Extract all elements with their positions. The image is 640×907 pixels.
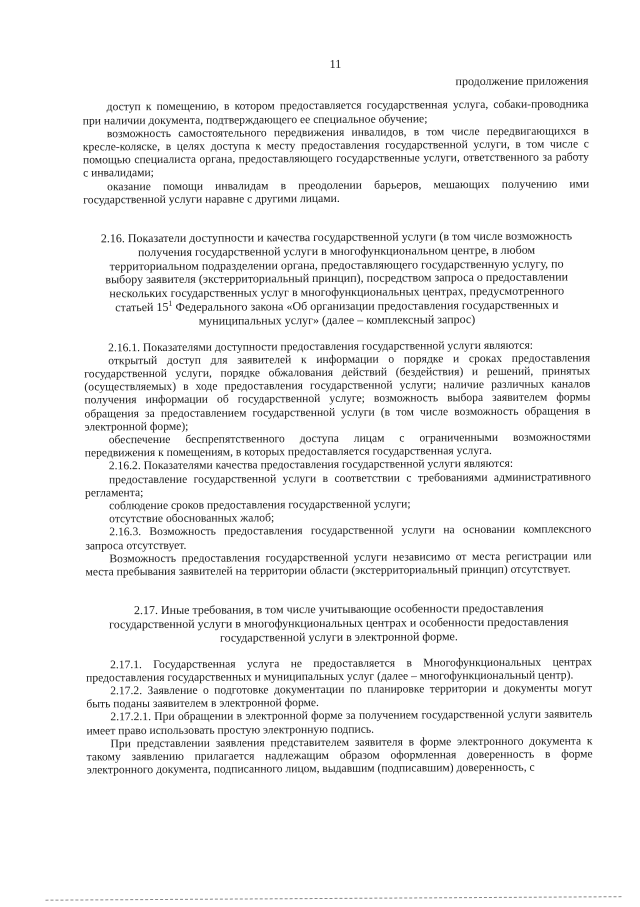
section-2-16-body	[84, 338, 591, 579]
paragraph: 2.16.3. Возможность предоставления государственной услуги на основании комплексного запроса отсутствует.	[85, 522, 592, 553]
page-number: 11	[329, 56, 342, 71]
continuation-label: продолжение приложения	[455, 73, 589, 89]
paragraph: оказание помощи инвалидам в преодолении барьеров, мешающих получению ими государственной услуги наравне с другими лицами.	[83, 176, 590, 207]
paragraph: При представлении заявления представителем заявителя в форме электронного документа к такому заявлению прилагается надлежащим образом оформленная доверенность в форме электронного документа, подписанного лицом, выдавшим (подписавшим) доверенность, с	[86, 734, 593, 777]
paragraph: 2.16.2. Показателями качества предоставления государственной услуги являются:	[108, 457, 514, 473]
paragraph: Возможность предоставления государственной услуги независимо от места регистрации или места пребывания заявителей на территории области (экстерриториальный принцип) отсутствует.	[85, 549, 592, 579]
heading-superscript: 1	[168, 298, 173, 308]
paragraph: возможность самостоятельного передвижения инвалидов, в том числе передвигающихся в кресле-коляске, в целях доступа к месту предоставления государственной услуги, в том числе с помощью специалиста органа, предоставляющего государственные услуги, ответственного за работу с инвалидами;	[82, 124, 590, 180]
paragraph: 2.17.1. Государственная услуга не предоставляется в Многофункциональных центрах предоставления государственных и муниципальных услуг (далее – многофункциональный центр).	[86, 655, 593, 685]
section-heading-2-16	[99, 229, 574, 328]
intro-block	[83, 98, 590, 207]
paragraph: открытый доступ для заявителей к информации о порядке и сроках предоставления государственной услуги, порядке обжалования действий (бездействия) и решений, принятых (осуществляемых) в ходе предоставления государственной услуги; наличие различных каналов получения информации об государственной услуге; возможность выбора заявителем формы обращения за предоставлением государственной услуги (в том числе возможность обращения в электронной форме);	[84, 351, 591, 434]
heading-text: Федерального закона «Об организации предоставления государственных и муниципальных услуг» (далее – комплексный запрос)	[172, 297, 559, 328]
heading-text: 2.16. Показатели доступности и качества государственной услуги (в том числе возможность получения государственной услуги в многофункциональном центре, в любом территориальном подразделении органа, предоставляющего государственную услугу, по выбору заявителя (экстерриториальный принцип), посредством запроса о предоставлении нескольких государственных услуг в многофункциональных центрах, предусмотренного статьей 15	[100, 228, 573, 315]
paragraph: соблюдение сроков предоставления государственной услуги;	[109, 497, 411, 513]
paragraph: 2.17.2.1. При обращении в электронной форме за получением государственной услуги заявитель имеет право использовать простую электронную подпись.	[86, 707, 593, 738]
paragraph: отсутствие обоснованных жалоб;	[109, 511, 275, 526]
paragraph: 2.17.2. Заявление о подготовке документации по планировке территории и документы могут быть поданы заявителем в электронной форме.	[86, 681, 593, 711]
page-bottom-edge	[45, 896, 621, 901]
paragraph: предоставление государственной услуги в соответствии с требованиями административного регламента;	[84, 469, 591, 500]
paragraph: доступ к помещению, в котором предоставляется государственная услуга, собаки-проводника при наличии документа, подтверждающего ее специальное обучение;	[82, 97, 589, 128]
paragraph: 2.16.1. Показателями доступности предоставления государственной услуги являются:	[108, 338, 534, 354]
section-heading-2-17: 2.17. Иные требования, в том числе учитывающие особенности предоставления государственной услуги в многофункциональных центрах и особенности предоставления государственной услуги в электронной форме.	[109, 600, 569, 645]
section-2-17-body	[86, 655, 593, 777]
paragraph: обеспечение беспрепятственного доступа лицам с ограниченными возможностями передвижения к помещениям, в которых предоставляется государственная услуга.	[84, 430, 591, 460]
